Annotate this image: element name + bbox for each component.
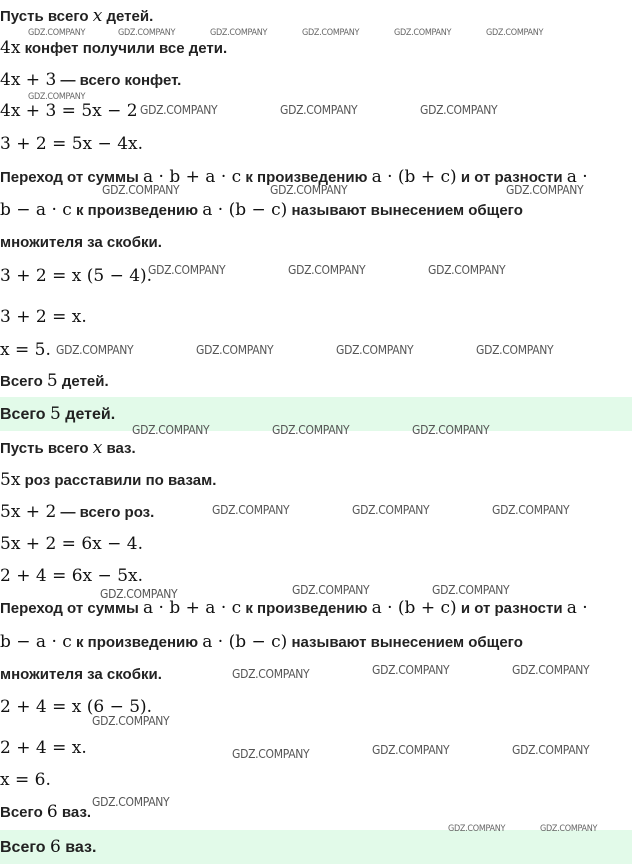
rule-line-2: b − a · c к произведению a · (b − c) называют вынесением общего (0, 632, 523, 652)
answer-text: Всего 6 ваз. (0, 837, 97, 857)
watermark: GDZ.COMPANY (232, 667, 310, 681)
watermark: GDZ.COMPANY (512, 743, 590, 757)
conclusion: Всего 6 ваз. (0, 802, 92, 822)
watermark: GDZ.COMPANY (212, 503, 290, 517)
watermark: GDZ.COMPANY (92, 714, 170, 728)
answer-text: Всего 5 детей. (0, 404, 116, 424)
watermark: GDZ.COMPANY (102, 183, 180, 197)
line-let-x-vases: Пусть всего x ваз. (0, 438, 136, 458)
watermark: GDZ.COMPANY (118, 28, 176, 38)
watermark: GDZ.COMPANY (140, 103, 218, 117)
watermark: GDZ.COMPANY (432, 583, 510, 597)
watermark: GDZ.COMPANY (92, 795, 170, 809)
watermark: GDZ.COMPANY (486, 28, 544, 38)
solution-x: x = 5. (0, 340, 51, 360)
watermark: GDZ.COMPANY (272, 423, 350, 437)
line-total-roses: 5x + 2 — всего роз. (0, 502, 155, 522)
line-total-candies: 4x + 3 — всего конфет. (0, 70, 182, 90)
watermark: GDZ.COMPANY (336, 343, 414, 357)
equation-3: 3 + 2 = x (5 − 4). (0, 266, 153, 286)
line-candies-received: 4x конфет получили все дети. (0, 38, 228, 58)
watermark: GDZ.COMPANY (56, 343, 134, 357)
watermark: GDZ.COMPANY (476, 343, 554, 357)
watermark: GDZ.COMPANY (352, 503, 430, 517)
line-let-x-children: Пусть всего x детей. (0, 6, 154, 26)
watermark: GDZ.COMPANY (372, 743, 450, 757)
equation-4: 2 + 4 = x. (0, 738, 87, 758)
watermark: GDZ.COMPANY (512, 663, 590, 677)
watermark: GDZ.COMPANY (100, 587, 178, 601)
watermark: GDZ.COMPANY (448, 824, 506, 834)
rule-line-3: множителя за скобки. (0, 666, 162, 683)
watermark: GDZ.COMPANY (540, 824, 598, 834)
watermark: GDZ.COMPANY (292, 583, 370, 597)
watermark: GDZ.COMPANY (412, 423, 490, 437)
watermark: GDZ.COMPANY (28, 92, 86, 102)
watermark: GDZ.COMPANY (506, 183, 584, 197)
watermark: GDZ.COMPANY (428, 263, 506, 277)
equation-2: 3 + 2 = 5x − 4x. (0, 134, 143, 154)
conclusion: Всего 5 детей. (0, 371, 109, 391)
watermark: GDZ.COMPANY (232, 747, 310, 761)
rule-line-2: b − a · c к произведению a · (b − c) называют вынесением общего (0, 200, 523, 220)
watermark: GDZ.COMPANY (420, 103, 498, 117)
watermark: GDZ.COMPANY (28, 28, 86, 38)
watermark: GDZ.COMPANY (148, 263, 226, 277)
rule-line-1: Переход от суммы a · b + a · c к произведению a · (b + c) и от разности a · (0, 167, 588, 187)
watermark: GDZ.COMPANY (372, 663, 450, 677)
equation-1: 5x + 2 = 6x − 4. (0, 534, 143, 554)
watermark: GDZ.COMPANY (210, 28, 268, 38)
line-roses-arranged: 5x роз расставили по вазам. (0, 470, 217, 490)
watermark: GDZ.COMPANY (270, 183, 348, 197)
equation-1: 4x + 3 = 5x − 2 (0, 101, 138, 121)
equation-3: 2 + 4 = x (6 − 5). (0, 697, 153, 717)
watermark: GDZ.COMPANY (288, 263, 366, 277)
rule-line-3: множителя за скобки. (0, 234, 162, 251)
equation-2: 2 + 4 = 6x − 5x. (0, 566, 143, 586)
equation-4: 3 + 2 = x. (0, 307, 87, 327)
answer-box (0, 830, 632, 864)
rule-line-1: Переход от суммы a · b + a · c к произведению a · (b + c) и от разности a · (0, 598, 588, 618)
watermark: GDZ.COMPANY (302, 28, 360, 38)
solution-x: x = 6. (0, 770, 51, 790)
watermark: GDZ.COMPANY (132, 423, 210, 437)
watermark: GDZ.COMPANY (196, 343, 274, 357)
watermark: GDZ.COMPANY (280, 103, 358, 117)
watermark: GDZ.COMPANY (394, 28, 452, 38)
watermark: GDZ.COMPANY (492, 503, 570, 517)
